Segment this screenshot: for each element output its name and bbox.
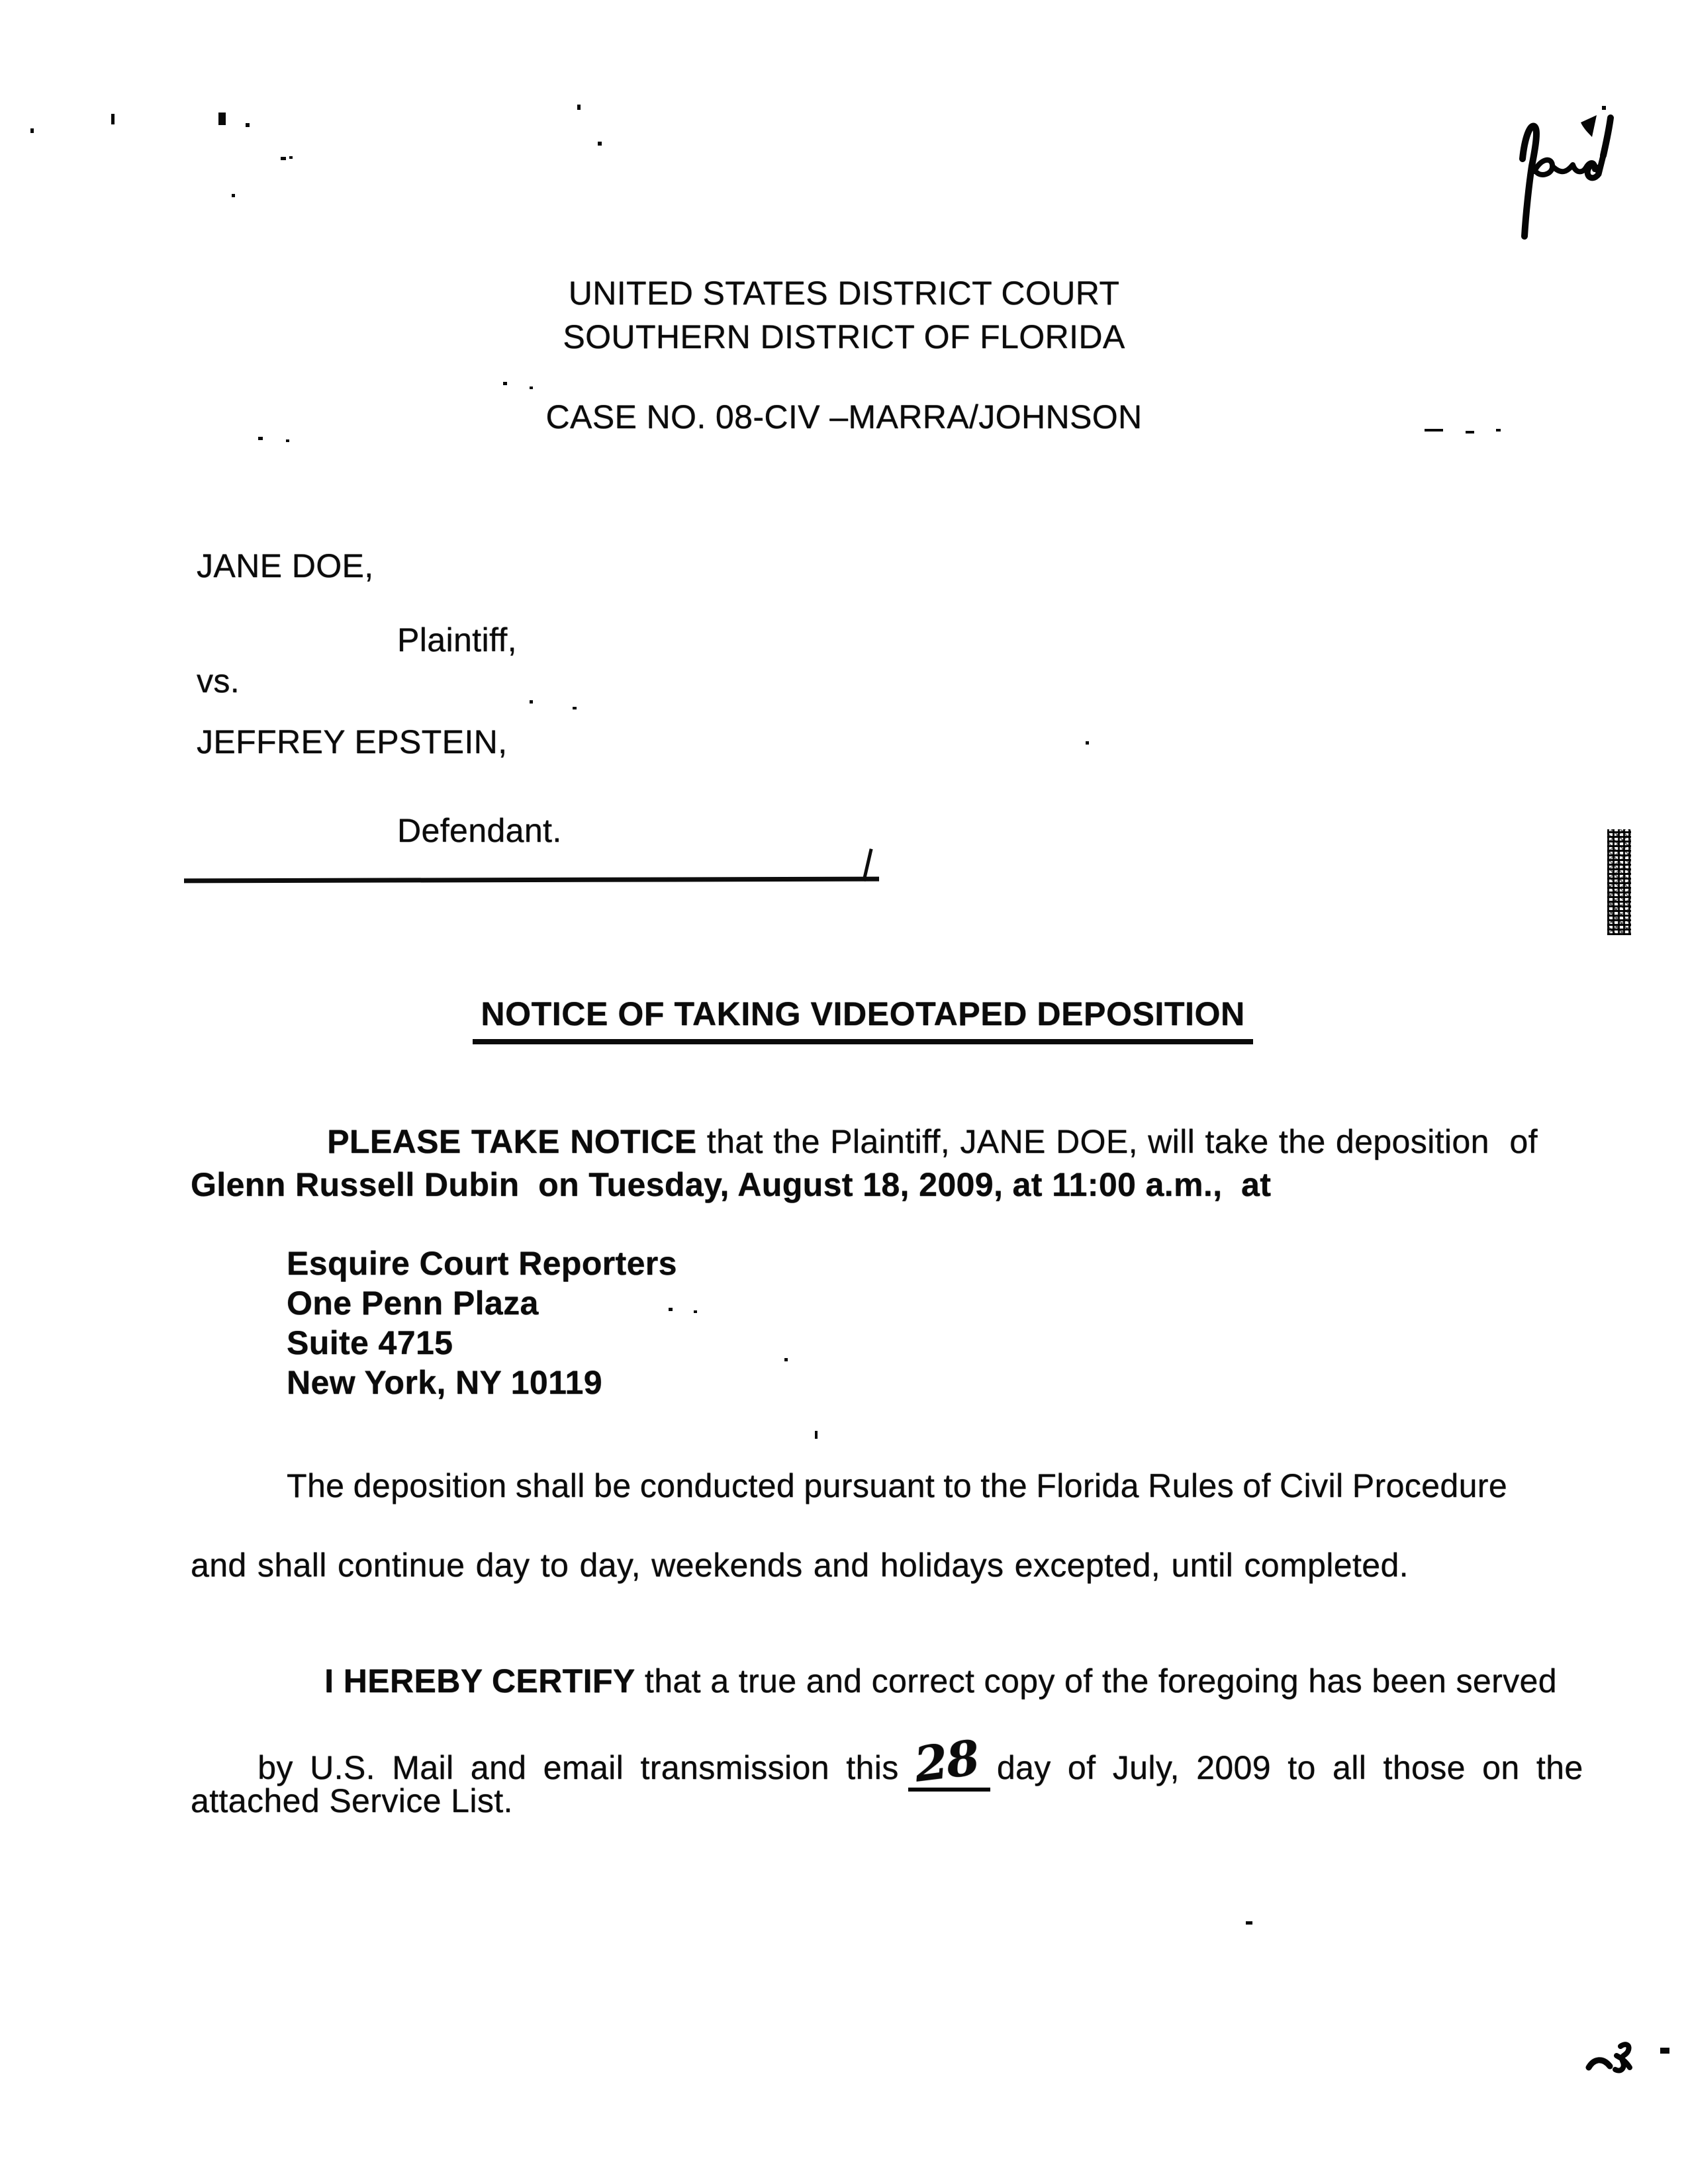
scan-speck <box>1496 429 1501 432</box>
scan-speck <box>669 1308 673 1311</box>
scan-speck <box>289 156 293 159</box>
pencil-arc-mark <box>1589 2060 1610 2068</box>
handwritten-annotation-top-right <box>1503 50 1628 248</box>
scan-speck <box>503 382 507 385</box>
scan-speck <box>258 437 263 440</box>
rules-paragraph-line1: The deposition shall be conducted pursuant to the Florida Rules of Civil Procedure <box>287 1467 1508 1504</box>
notice-paragraph-line2: Glenn Russell Dubin on Tuesday, August 18, 2009, at 11:00 a.m., at <box>191 1166 1272 1203</box>
notice-line1-rest: that the Plaintiff, JANE DOE, will take the deposition of <box>696 1123 1538 1160</box>
scan-speck <box>784 1358 788 1361</box>
scan-speck <box>218 113 226 125</box>
versus-label: vs. <box>197 662 240 700</box>
scan-speck <box>1425 429 1443 432</box>
i-hereby-certify-lead: I HEREBY CERTIFY <box>324 1662 635 1700</box>
pencil-three-mark <box>1615 2044 1630 2070</box>
scan-speck <box>1660 2048 1669 2054</box>
handwriting-flag-stroke <box>1581 115 1597 137</box>
certificate-line3: attached Service List. <box>191 1782 513 1819</box>
court-name-line1: UNITED STATES DISTRICT COURT <box>568 275 1120 312</box>
scan-speck <box>815 1431 818 1439</box>
handwriting-loop-stroke <box>1523 126 1536 236</box>
scan-speck <box>246 123 250 127</box>
scan-speck <box>232 194 235 197</box>
scan-speck <box>1086 741 1089 745</box>
scan-speck <box>1466 431 1474 433</box>
certificate-line2-before-day: by U.S. Mail and email transmission this <box>258 1749 899 1786</box>
handwritten-day-field <box>908 1729 990 1793</box>
location-line-4: New York, NY 10119 <box>287 1364 602 1401</box>
scan-speck <box>1246 1921 1252 1925</box>
scan-speck <box>598 142 602 146</box>
certificate-line1-rest: that a true and correct copy of the foregoing has been served <box>635 1662 1557 1700</box>
rules-paragraph-line2: and shall continue day to day, weekends and holidays excepted, until completed. <box>191 1547 1409 1584</box>
defendant-designation: Defendant. <box>397 812 562 849</box>
location-line-1: Esquire Court Reporters <box>287 1245 677 1282</box>
handwriting-e-stroke <box>1534 160 1552 175</box>
scan-speck <box>530 387 533 389</box>
scan-speck <box>30 128 34 133</box>
scan-speck <box>111 114 115 124</box>
pencil-marks-bottom-right <box>1582 2037 1642 2079</box>
plaintiff-designation: Plaintiff, <box>397 621 517 659</box>
defendant-name: JEFFREY EPSTEIN, <box>197 723 508 760</box>
plaintiff-name: JANE DOE, <box>197 547 374 584</box>
location-line-2: One Penn Plaza <box>287 1285 539 1322</box>
handwriting-d-stroke <box>1587 156 1603 178</box>
please-take-notice-lead: PLEASE TAKE NOTICE <box>327 1123 697 1160</box>
case-number: CASE NO. 08-CIV –MARRA/JOHNSON <box>545 398 1143 435</box>
scan-speck <box>694 1310 697 1313</box>
scan-speck <box>1602 106 1606 110</box>
court-name-line2: SOUTHERN DISTRICT OF FLORIDA <box>563 318 1125 355</box>
scan-speck <box>281 157 286 160</box>
handwriting-ascender-stroke <box>1603 118 1611 156</box>
scan-speck <box>530 700 533 704</box>
right-edge-stamp-artifact <box>1607 829 1631 935</box>
document-title <box>0 960 1688 1081</box>
location-line-3: Suite 4715 <box>287 1324 453 1361</box>
handwritten-day-value: 28 <box>911 1729 982 1793</box>
caption-rule <box>184 877 879 884</box>
scan-speck <box>573 707 577 709</box>
document-title-text: NOTICE OF TAKING VIDEOTAPED DEPOSITION <box>473 996 1252 1044</box>
certificate-line2-after-day: day of July, 2009 to all those on the <box>996 1749 1583 1786</box>
scan-speck <box>577 105 581 110</box>
scan-speck <box>286 439 289 442</box>
